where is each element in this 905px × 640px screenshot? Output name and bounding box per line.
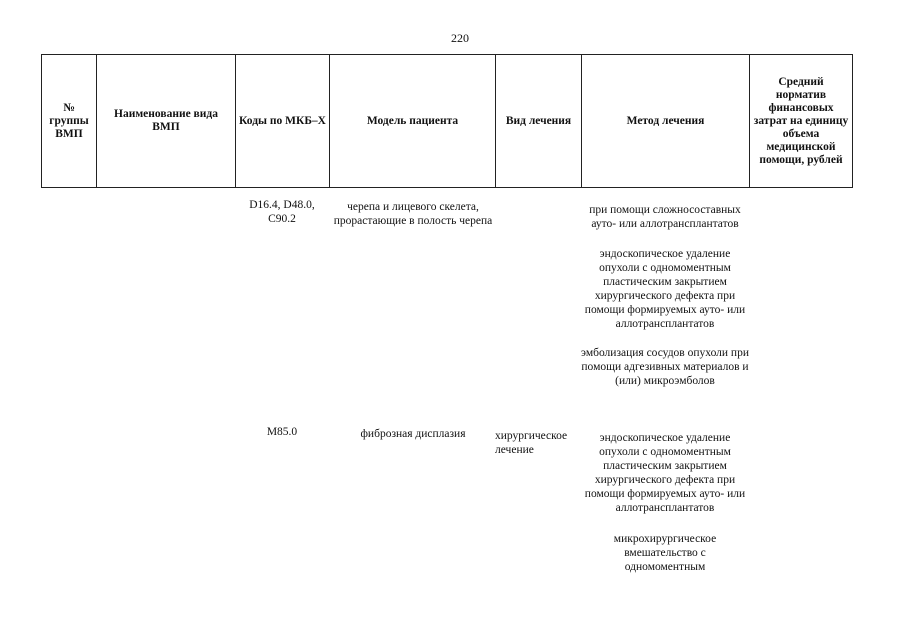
header-name: Наименование вида ВМП xyxy=(97,55,236,188)
row1-method-1: при помощи сложносоставных ауто- или аллотрансплантатов xyxy=(589,204,741,230)
row1-model xyxy=(333,200,493,228)
row1-codes-text: D16.4, D48.0, C90.2 xyxy=(249,199,315,225)
header-treatment-type: Вид лечения xyxy=(496,55,582,188)
header-codes: Коды по МКБ–Х xyxy=(236,55,330,188)
header-group: № группы ВМП xyxy=(42,55,97,188)
row1-codes xyxy=(240,198,324,226)
row2-methods xyxy=(580,431,750,585)
table-header xyxy=(41,54,853,188)
row2-treatment-type xyxy=(495,429,567,457)
row2-model xyxy=(333,427,493,441)
header-cost: Средний норматив финансовых затрат на единицу объема медицинской помощи, рублей xyxy=(750,55,853,188)
row2-method-2: микрохирургическое вмешательство с одномоментным xyxy=(613,533,717,573)
row1-method-3: эмболизация сосудов опухоли при помощи адгезивных материалов и (или) микроэмболов xyxy=(581,347,749,387)
row2-model-text: фиброзная дисплазия xyxy=(360,428,466,440)
row1-methods xyxy=(580,203,750,399)
row2-codes-text: M85.0 xyxy=(266,426,298,438)
row2-treatment-type-text: хирургическое лечение xyxy=(495,430,568,456)
row1-model-text: черепа и лицевого скелета, прорастающие в полость черепа xyxy=(333,201,493,227)
header-model: Модель пациента xyxy=(330,55,496,188)
row1-method-2: эндоскопическое удаление опухоли с одномоментным пластическим закрытием хирургического дефекта при помощи формируемых ауто- или аллотрансплантатов xyxy=(584,248,746,330)
page-number: 220 xyxy=(451,31,469,45)
row2-codes xyxy=(240,425,324,439)
header-method: Метод лечения xyxy=(582,55,750,188)
row2-method-1: эндоскопическое удаление опухоли с одномоментным пластическим закрытием хирургического дефекта при помощи формируемых ауто- или аллотрансплантатов xyxy=(584,432,746,514)
